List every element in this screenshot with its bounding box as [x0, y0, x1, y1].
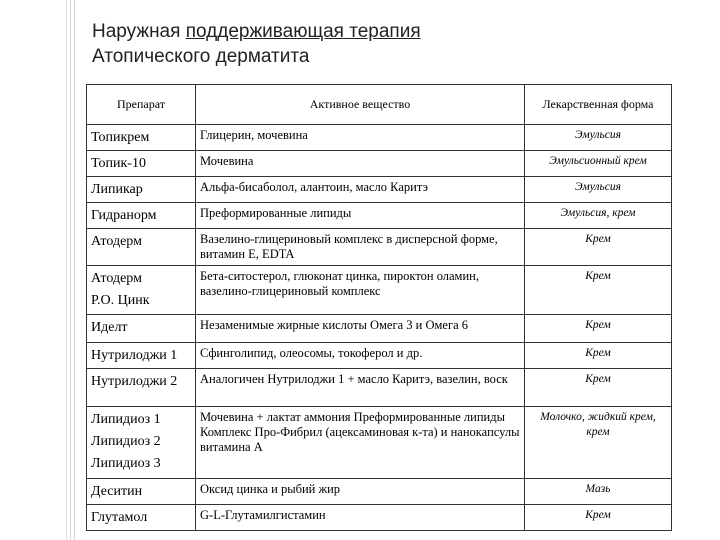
- table-row: [87, 407, 672, 479]
- drug-name: Липидиоз 3: [91, 456, 161, 471]
- active-substance-cell: Альфа-бисаболол, алантоин, масло Каритэ: [196, 177, 525, 203]
- table-row: [87, 479, 672, 505]
- dosage-form-cell: Крем: [525, 369, 672, 407]
- drug-table: [86, 84, 672, 531]
- drug-name: Топикрем: [91, 130, 150, 145]
- table-row: [87, 315, 672, 343]
- header-active: Активное вещество: [196, 85, 525, 125]
- drug-cell: [87, 343, 196, 369]
- title-line1-a: Наружная: [92, 21, 186, 42]
- active-substance-cell: Мочевина: [196, 151, 525, 177]
- drug-cell: [87, 407, 196, 479]
- active-substance-cell: Аналогичен Нутрилоджи 1 + масло Каритэ, вазелин, воск: [196, 369, 525, 407]
- dosage-form-cell: Крем: [525, 343, 672, 369]
- drug-cell: [87, 369, 196, 407]
- drug-name: Атодерм: [91, 271, 142, 286]
- active-substance-cell: G-L-Глутамилгистамин: [196, 505, 525, 531]
- drug-name: Липикар: [91, 182, 143, 197]
- active-substance-cell: Преформированные липиды: [196, 203, 525, 229]
- table-row: [87, 505, 672, 531]
- drug-cell: [87, 315, 196, 343]
- dosage-form-cell: Крем: [525, 229, 672, 266]
- table-row: [87, 343, 672, 369]
- active-substance-cell: Глицерин, мочевина: [196, 125, 525, 151]
- dosage-form-cell: Эмульсия, крем: [525, 203, 672, 229]
- drug-cell: [87, 151, 196, 177]
- active-substance-cell: Сфинголипид, олеосомы, токоферол и др.: [196, 343, 525, 369]
- drug-name: Глутамол: [91, 510, 148, 525]
- header-drug: Препарат: [87, 85, 196, 125]
- drug-name: Р.О. Цинк: [91, 293, 150, 308]
- drug-name: Нутрилоджи 2: [91, 374, 178, 389]
- drug-name: Иделт: [91, 320, 128, 335]
- dosage-form-cell: Эмульсионный крем: [525, 151, 672, 177]
- active-substance-cell: Мочевина + лактат аммония Преформированные липиды Комплекс Про-Фибрил (ацексаминовая к-та) и нанокапсулы витамина А: [196, 407, 525, 479]
- drug-name: Липидиоз 2: [91, 434, 161, 449]
- drug-cell: [87, 266, 196, 315]
- dosage-form-cell: Крем: [525, 266, 672, 315]
- active-substance-cell: Оксид цинка и рыбий жир: [196, 479, 525, 505]
- dosage-form-cell: Крем: [525, 315, 672, 343]
- active-substance-cell: Бета-ситостерол, глюконат цинка, пироктон оламин, вазелино-глицериновый комплекс: [196, 266, 525, 315]
- frame-line: [70, 0, 71, 540]
- dosage-form-cell: Молочко, жидкий крем, крем: [525, 407, 672, 479]
- active-substance-cell: Незаменимые жирные кислоты Омега 3 и Омега 6: [196, 315, 525, 343]
- drug-cell: [87, 229, 196, 266]
- table-row: [87, 369, 672, 407]
- drug-name: Гидранорм: [91, 208, 157, 223]
- drug-cell: [87, 479, 196, 505]
- table-row: [87, 177, 672, 203]
- drug-cell: [87, 505, 196, 531]
- drug-name: Нутрилоджи 1: [91, 348, 178, 363]
- drug-name: Липидиоз 1: [91, 412, 161, 427]
- header-form: Лекарственная форма: [525, 85, 672, 125]
- dosage-form-cell: Крем: [525, 505, 672, 531]
- drug-cell: [87, 203, 196, 229]
- active-substance-cell: Вазелино-глицериновый комплекс в дисперсной форме, витамин E, EDTA: [196, 229, 525, 266]
- drug-name: Топик-10: [91, 156, 146, 171]
- dosage-form-cell: Эмульсия: [525, 177, 672, 203]
- drug-cell: [87, 177, 196, 203]
- drug-name: Атодерм: [91, 234, 142, 249]
- dosage-form-cell: Мазь: [525, 479, 672, 505]
- table-row: [87, 203, 672, 229]
- frame-line: [74, 0, 75, 540]
- dosage-form-cell: Эмульсия: [525, 125, 672, 151]
- title-line1-b: поддерживающая терапия: [185, 21, 421, 42]
- table-row: [87, 229, 672, 266]
- drug-cell: [87, 125, 196, 151]
- page-title: [92, 19, 421, 69]
- table-header-row: [87, 85, 672, 125]
- table-row: [87, 151, 672, 177]
- title-line2: Атопического дерматита: [92, 46, 310, 67]
- table-row: [87, 125, 672, 151]
- table-row: [87, 266, 672, 315]
- drug-name: Деситин: [91, 484, 143, 499]
